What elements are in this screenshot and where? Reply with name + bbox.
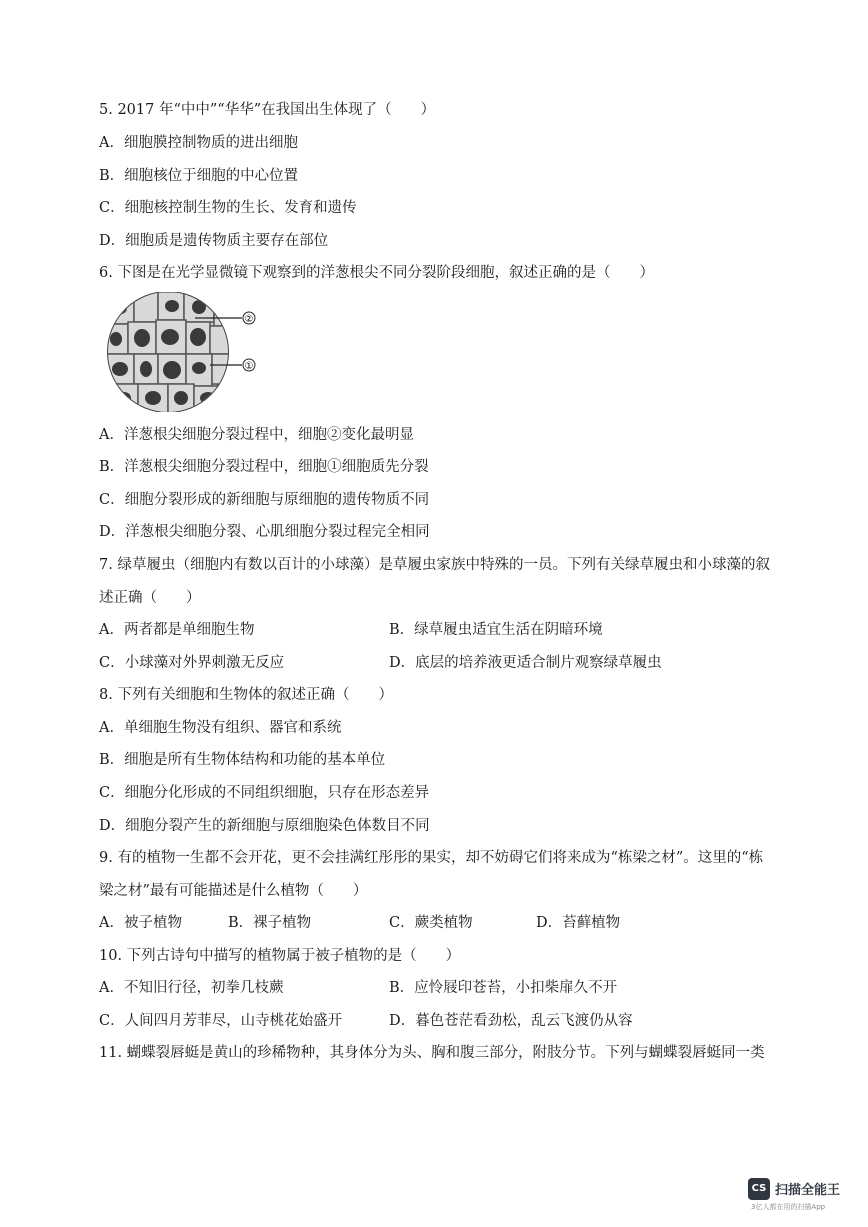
q7-option-a: A．两者都是单细胞生物 xyxy=(99,622,255,638)
scanner-watermark xyxy=(748,1176,858,1216)
q8-option-c: C．细胞分化形成的不同组织细胞，只存在形态差异 xyxy=(99,785,430,801)
q9-option-b: B．裸子植物 xyxy=(228,915,312,931)
q9-stem-line2: 梁之材”最有可能描述是什么植物（ ） xyxy=(99,883,368,899)
q9-option-c: C．蕨类植物 xyxy=(389,915,473,931)
q7-option-b: B．绿草履虫适宜生活在阴暗环境 xyxy=(389,622,603,638)
q5-option-b: B．细胞核位于细胞的中心位置 xyxy=(99,168,299,184)
q6-option-c: C．细胞分裂形成的新细胞与原细胞的遗传物质不同 xyxy=(99,492,430,508)
q8-option-a: A．单细胞生物没有组织、器官和系统 xyxy=(99,720,342,736)
q7-stem-line1: 7. 绿草履虫（细胞内有数以百计的小球藻）是草履虫家族中特殊的一员。下列有关绿草履虫和小球藻的叙 xyxy=(99,557,770,573)
q10-option-a: A．不知旧行径，初拳几枝蕨 xyxy=(99,980,284,996)
q7-stem-line2: 述正确（ ） xyxy=(99,590,201,606)
q6-option-a: A．洋葱根尖细胞分裂过程中，细胞②变化最明显 xyxy=(99,427,414,443)
q7-option-c: C．小球藻对外界刺激无反应 xyxy=(99,655,285,671)
q10-stem: 10. 下列古诗句中描写的植物属于被子植物的是（ ） xyxy=(99,948,461,964)
q8-stem: 8. 下列有关细胞和生物体的叙述正确（ ） xyxy=(99,687,393,703)
q9-option-a: A．被子植物 xyxy=(99,915,182,931)
scanner-app-name: 扫描全能王 xyxy=(775,1183,841,1198)
label-cell-2: ② xyxy=(244,314,254,325)
q7-option-d: D．底层的培养液更适合制片观察绿草履虫 xyxy=(389,655,662,671)
q5-option-a: A．细胞膜控制物质的进出细胞 xyxy=(99,135,298,151)
onion-root-tip-micrograph xyxy=(100,292,260,412)
q8-option-b: B．细胞是所有生物体结构和功能的基本单位 xyxy=(99,752,386,768)
q8-option-d: D．细胞分裂产生的新细胞与原细胞染色体数目不同 xyxy=(99,818,430,834)
q9-stem-line1: 9. 有的植物一生都不会开花，更不会挂满红彤彤的果实，却不妨碍它们将来成为“栋梁之材”。这里的“栋 xyxy=(99,850,764,866)
q5-option-d: D．细胞质是遗传物质主要存在部位 xyxy=(99,233,329,249)
q6-stem: 6. 下图是在光学显微镜下观察到的洋葱根尖不同分裂阶段细胞，叙述正确的是（ ） xyxy=(99,265,654,281)
q6-option-b: B．洋葱根尖细胞分裂过程中，细胞①细胞质先分裂 xyxy=(99,459,429,475)
q6-option-d: D．洋葱根尖细胞分裂、心肌细胞分裂过程完全相同 xyxy=(99,524,430,540)
q5-stem: 5. 2017 年“中中”“华华”在我国出生体现了（ ） xyxy=(99,102,436,118)
scanner-tagline: 3亿人都在用的扫描App xyxy=(751,1203,826,1211)
q10-option-b: B．应怜屐印苍苔，小扣柴扉久不开 xyxy=(389,980,618,996)
q10-option-c: C．人间四月芳菲尽，山寺桃花始盛开 xyxy=(99,1013,343,1029)
camscanner-logo-icon: CS xyxy=(748,1178,770,1200)
label-cell-1: ① xyxy=(244,361,254,372)
q5-option-c: C．细胞核控制生物的生长、发育和遗传 xyxy=(99,200,357,216)
q9-option-d: D．苔藓植物 xyxy=(536,915,621,931)
q11-stem: 11. 蝴蝶裂唇蜓是黄山的珍稀物种，其身体分为头、胸和腹三部分，附肢分节。下列与蝴蝶裂唇蜓同一类 xyxy=(99,1045,765,1061)
q10-option-d: D．暮色苍茫看劲松，乱云飞渡仍从容 xyxy=(389,1013,633,1029)
